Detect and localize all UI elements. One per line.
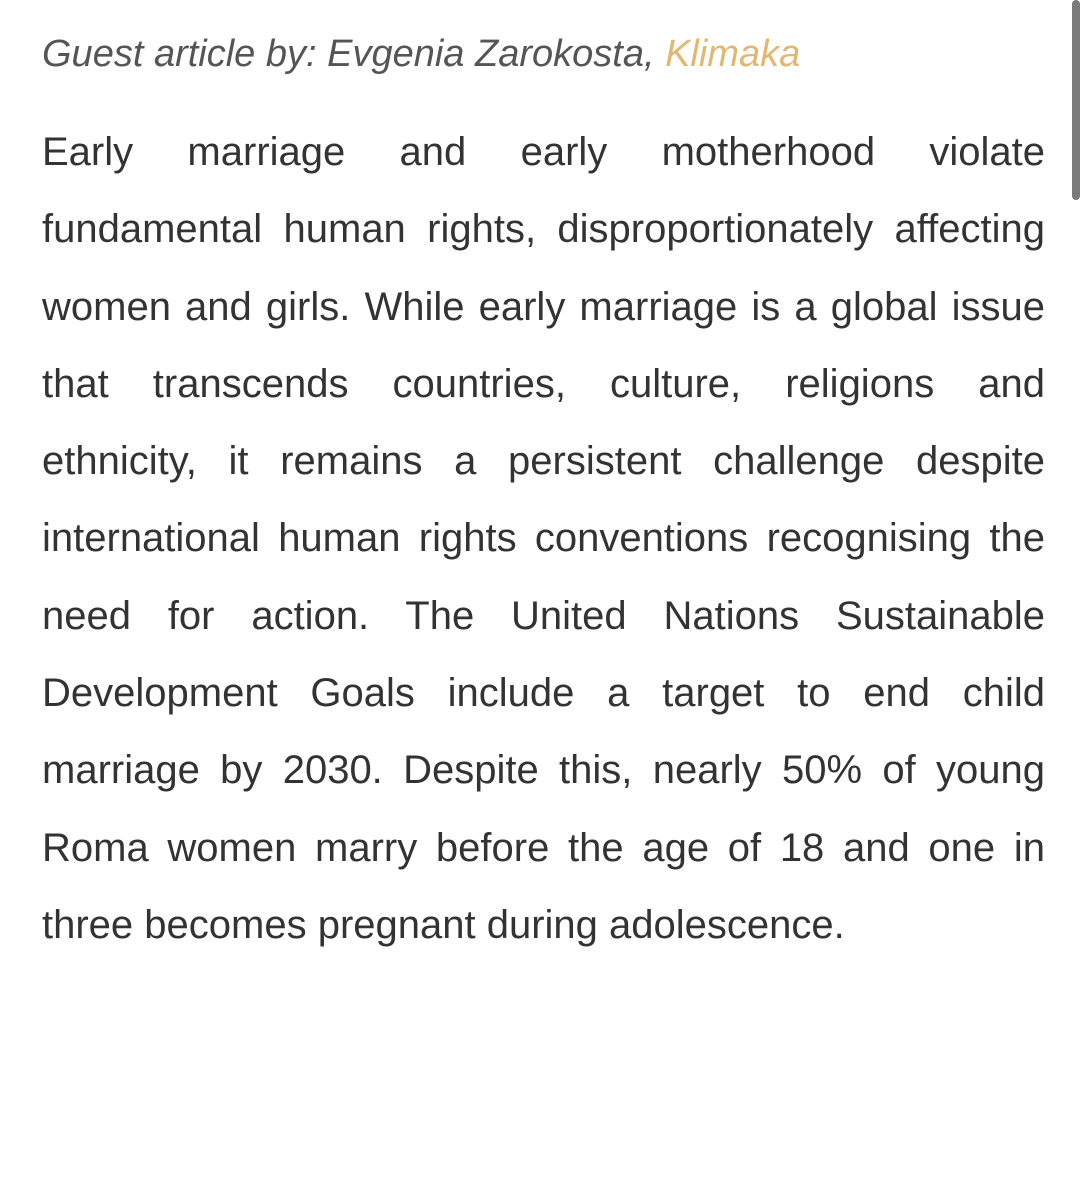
article-paragraph: Early marriage and early motherhood violate fundamental human rights, disproportionately affecting women and girls. While early marriage is a global issue that transcends countries, culture, religions and ethnicity, it remains a persistent challenge despite international human rights conventions recognising the need for action. The United Nations Sustainable Development Goals include a target to end child marriage by 2030. Despite this, nearly 50% of young Roma women marry before the age of 18 and one in three becomes pregnant during adolescence. bbox=[42, 130, 1045, 947]
klimaka-link[interactable]: Klimaka bbox=[665, 33, 801, 75]
byline-author: Guest article by: Evgenia Zarokosta, bbox=[42, 33, 666, 75]
scrollbar-thumb[interactable] bbox=[1072, 0, 1080, 200]
article-content bbox=[42, 24, 1045, 964]
article-byline bbox=[42, 24, 1045, 84]
